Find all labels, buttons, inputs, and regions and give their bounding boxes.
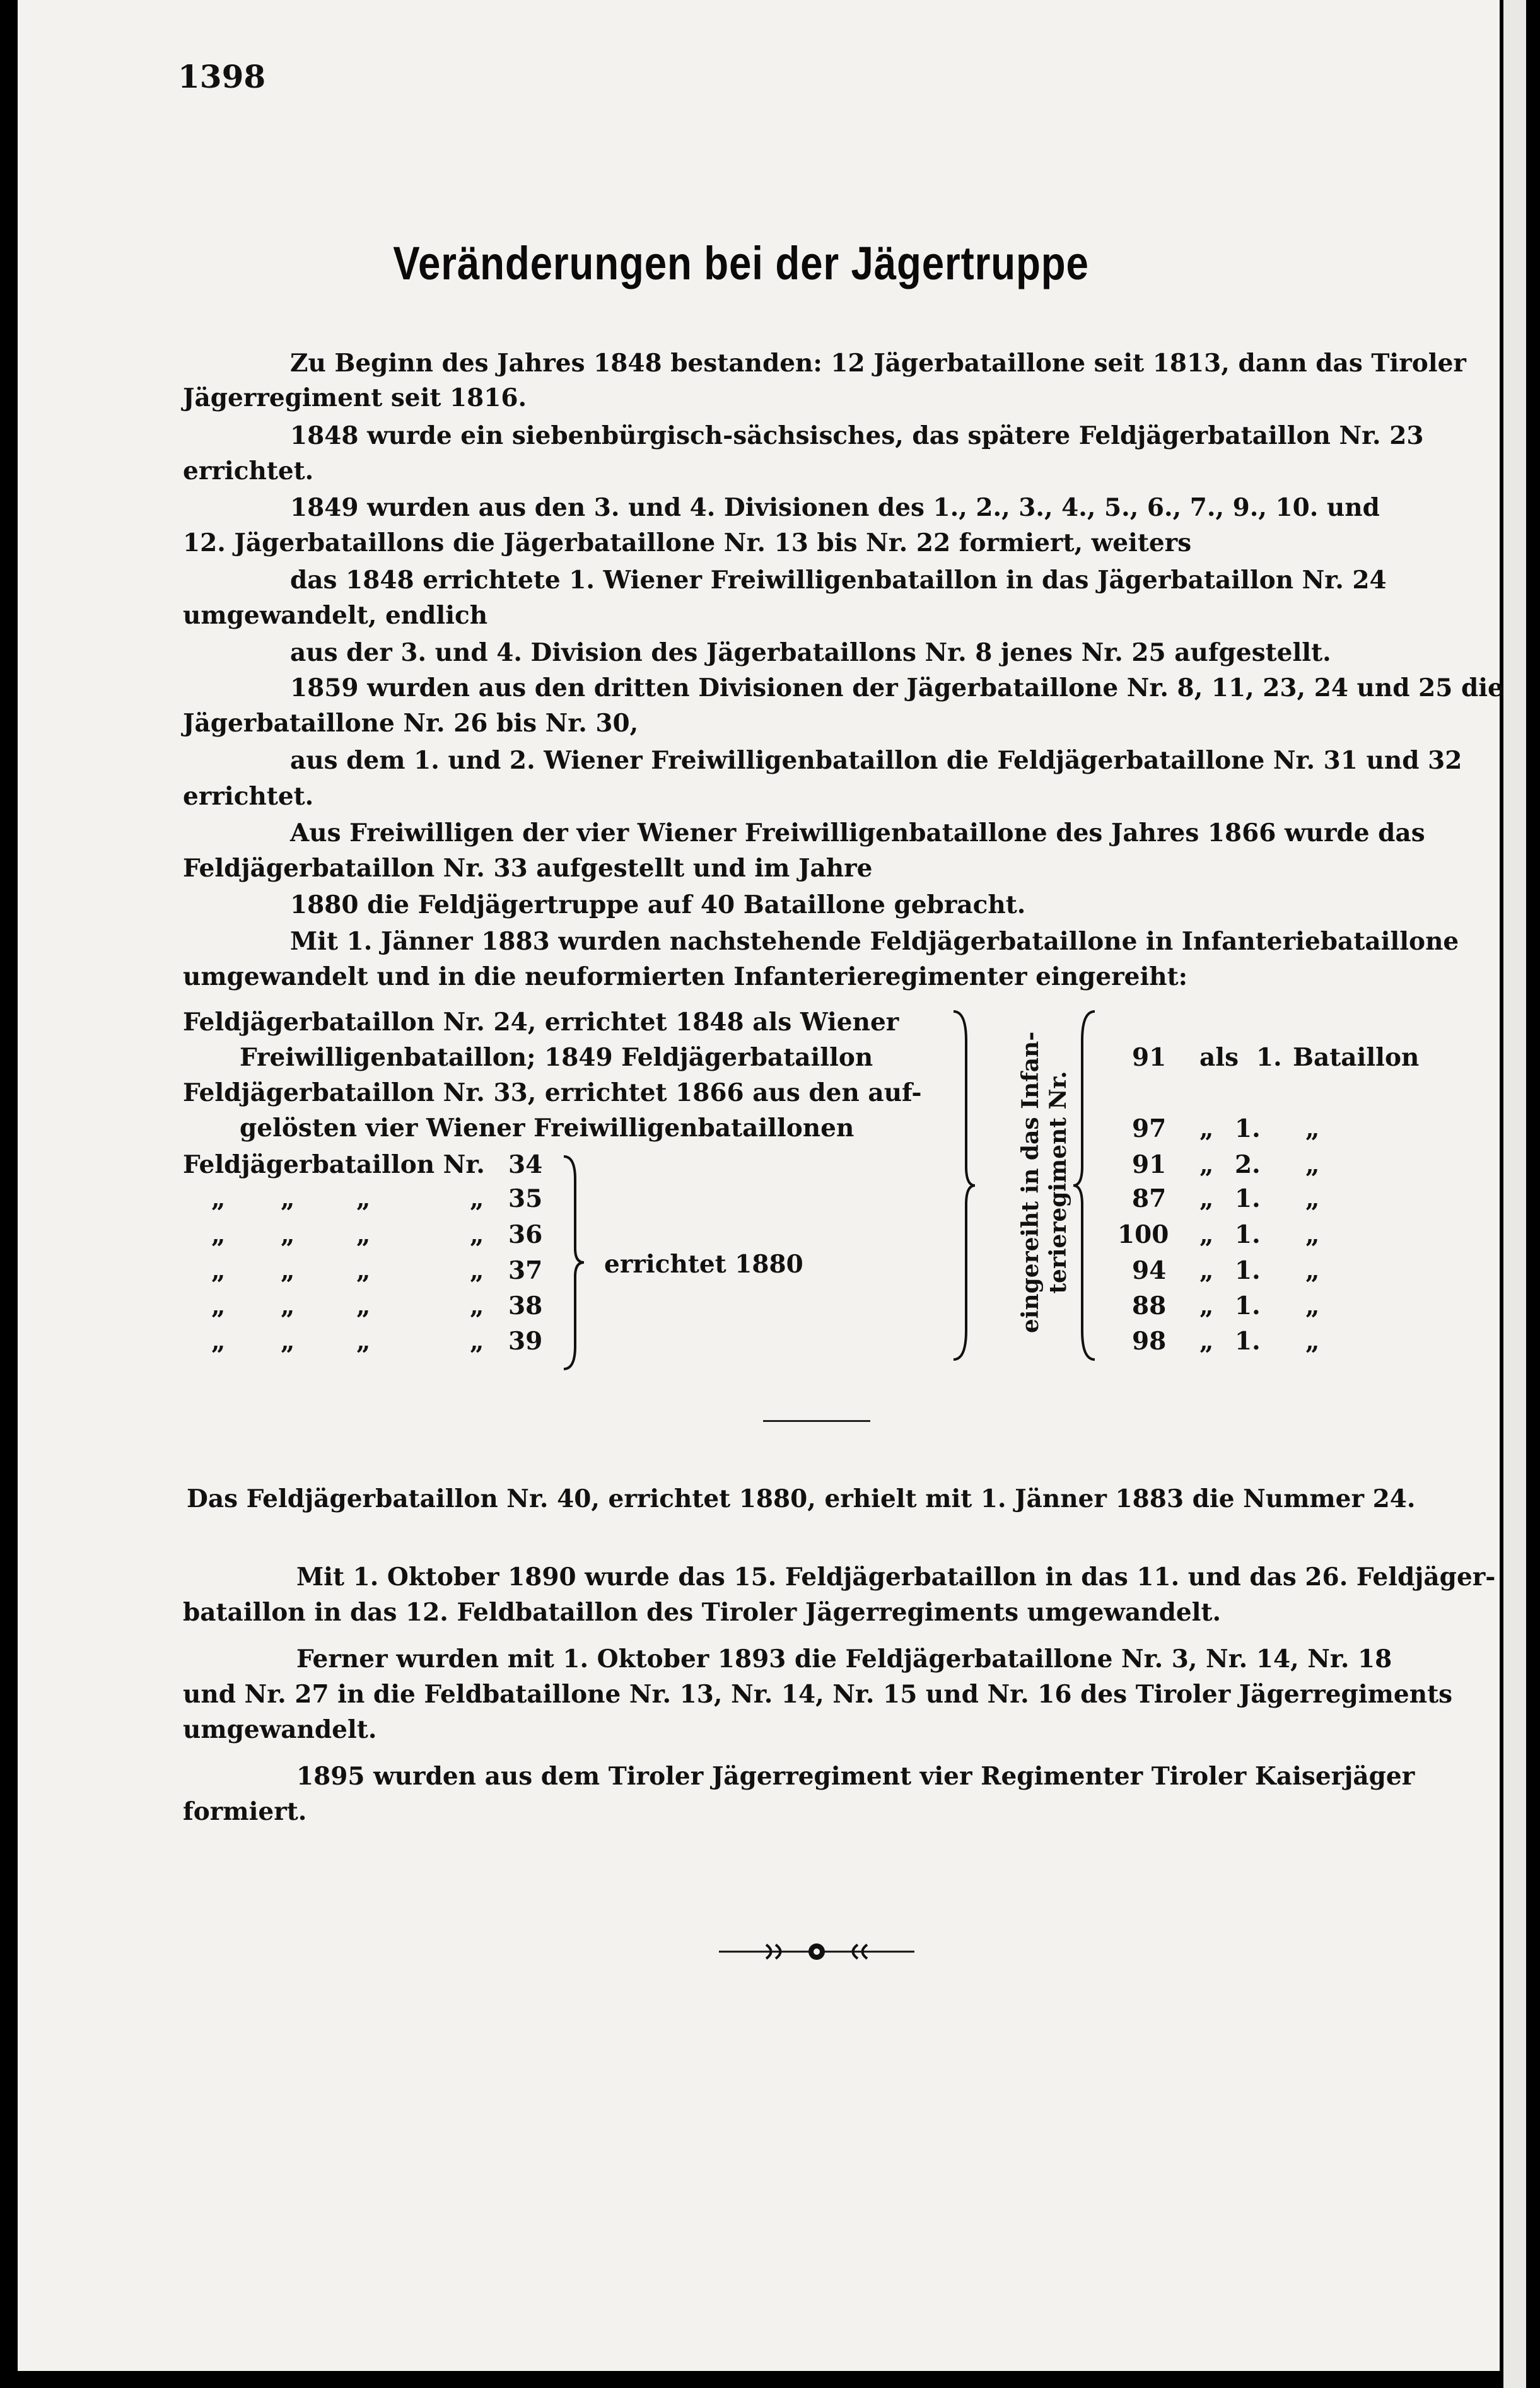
battalion-ordinal: 1. — [1235, 1327, 1261, 1356]
ditto-mark: „ — [1199, 1114, 1214, 1143]
regiment-number: 97 — [1132, 1114, 1167, 1143]
ditto-mark: „ — [356, 1256, 371, 1285]
para-line: Das Feldjägerbataillon Nr. 40, errichtet 1880, erhielt mit 1. Jänner 1883 die Nummer 24. — [187, 1484, 1416, 1513]
ditto-mark: „ — [1199, 1327, 1214, 1356]
para-line: 1849 wurden aus den 3. und 4. Divisionen des 1., 2., 3., 4., 5., 6., 7., 9., 10. und — [290, 493, 1380, 522]
para-line: formiert. — [183, 1797, 307, 1826]
regiment-number: 100 — [1117, 1220, 1169, 1249]
battalion-ordinal: 1. — [1235, 1184, 1261, 1213]
table-row-24-line1: Feldjägerbataillon Nr. 24, errichtet 1848 als Wiener — [183, 1008, 899, 1037]
para-line: Ferner wurden mit 1. Oktober 1893 die Feldjägerbataillone Nr. 3, Nr. 14, Nr. 18 — [296, 1645, 1392, 1674]
regiment-number: 91 — [1132, 1043, 1167, 1072]
ditto-mark: „ — [1305, 1150, 1320, 1179]
para-line: bataillon in das 12. Feldbataillon des Tiroler Jägerregiments umgewandelt. — [183, 1598, 1222, 1627]
brace-large-right — [1072, 1009, 1097, 1362]
errichtet-1880-label: errichtet 1880 — [604, 1250, 803, 1279]
ditto-mark: „ — [356, 1291, 371, 1320]
para-line: umgewandelt. — [183, 1715, 377, 1744]
para-line: Jägerbataillone Nr. 26 bis Nr. 30, — [183, 709, 639, 738]
regiment-number: 94 — [1132, 1256, 1167, 1285]
table-row-33-line2: gelösten vier Wiener Freiwilligenbataillonen — [240, 1114, 855, 1143]
battalion-ordinal: 1. — [1235, 1114, 1261, 1143]
ditto-mark: „ — [1199, 1184, 1214, 1213]
ditto-mark: „ — [1199, 1220, 1214, 1249]
para-line: 1895 wurden aus dem Tiroler Jägerregiment vier Regimenter Tiroler Kaiserjäger — [296, 1762, 1415, 1791]
para-line: 1880 die Feldjägertruppe auf 40 Bataillone gebracht. — [290, 890, 1026, 919]
battalion-number: 34 — [508, 1150, 543, 1179]
ditto-mark: „ — [281, 1256, 295, 1285]
battalion-number: 36 — [508, 1220, 543, 1249]
para-line: das 1848 errichtete 1. Wiener Freiwilligenbataillon in das Jägerbataillon Nr. 24 — [290, 566, 1387, 595]
para-line: umgewandelt und in die neuformierten Infanterieregimenter eingereiht: — [183, 962, 1188, 991]
table-row-33-line1: Feldjägerbataillon Nr. 33, errichtet 1866 aus den auf- — [183, 1078, 922, 1107]
ditto-mark: „ — [356, 1220, 371, 1249]
para-line: errichtet. — [183, 457, 314, 486]
ditto-mark: „ — [470, 1256, 484, 1285]
page-edge — [1503, 0, 1526, 2388]
para-line: 1859 wurden aus den dritten Divisionen der Jägerbataillone Nr. 8, 11, 23, 24 und 25 die — [290, 673, 1503, 702]
ditto-mark: „ — [1199, 1150, 1214, 1179]
vertical-label: eingereiht in das Infan- terieregiment Nr. — [1017, 1031, 1071, 1334]
ornament-divider — [713, 1936, 921, 1967]
battalion-number: 38 — [508, 1291, 543, 1320]
page-title: Veränderungen bei der Jägertruppe — [393, 237, 1089, 289]
ditto-mark: „ — [470, 1291, 484, 1320]
ditto-mark: „ — [281, 1291, 295, 1320]
bataillon-label: Bataillon — [1293, 1043, 1420, 1072]
regiment-number: 91 — [1132, 1150, 1167, 1179]
battalion-ordinal: 1. — [1235, 1256, 1261, 1285]
ditto-mark: „ — [1305, 1220, 1320, 1249]
battalion-number: 39 — [508, 1327, 543, 1356]
battalion-ordinal: 1. — [1235, 1291, 1261, 1320]
para-line: Zu Beginn des Jahres 1848 bestanden: 12 Jägerbataillone seit 1813, dann das Tiroler — [290, 349, 1466, 378]
ditto-mark: „ — [211, 1291, 226, 1320]
para-line: und Nr. 27 in die Feldbataillone Nr. 13, Nr. 14, Nr. 15 und Nr. 16 des Tiroler Jägerregiments — [183, 1680, 1453, 1709]
para-line: Feldjägerbataillon Nr. 33 aufgestellt und im Jahre — [183, 854, 873, 883]
ditto-mark: „ — [211, 1256, 226, 1285]
para-line: aus der 3. und 4. Division des Jägerbataillons Nr. 8 jenes Nr. 25 aufgestellt. — [290, 638, 1331, 667]
ditto-mark: „ — [211, 1184, 226, 1213]
ditto-mark: „ — [470, 1327, 484, 1356]
regiment-number: 87 — [1132, 1184, 1167, 1213]
ditto-mark: „ — [1305, 1114, 1320, 1143]
ditto-mark: „ — [281, 1184, 295, 1213]
para-line: errichtet. — [183, 782, 314, 811]
section-divider — [763, 1420, 870, 1422]
battalion-ordinal: 2. — [1235, 1150, 1261, 1179]
ditto-mark: „ — [1199, 1256, 1214, 1285]
ditto-mark: „ — [356, 1327, 371, 1356]
para-line: Jägerregiment seit 1816. — [183, 383, 527, 412]
para-line: 1848 wurde ein siebenbürgisch-sächsisches, das spätere Feldjägerbataillon Nr. 23 — [290, 421, 1424, 450]
ditto-mark: „ — [470, 1184, 484, 1213]
ditto-mark: „ — [1305, 1327, 1320, 1356]
para-line: Mit 1. Jänner 1883 wurden nachstehende Feldjägerbataillone in Infanteriebataillone — [290, 927, 1459, 956]
battalion-ordinal: 1. — [1235, 1220, 1261, 1249]
ditto-mark: „ — [1199, 1291, 1214, 1320]
para-line: aus dem 1. und 2. Wiener Freiwilligenbataillon die Feldjägerbataillone Nr. 31 und 32 — [290, 746, 1462, 775]
brace-large-left — [951, 1009, 976, 1362]
ditto-mark: „ — [1305, 1184, 1320, 1213]
regiment-number: 98 — [1132, 1327, 1167, 1356]
ditto-mark: „ — [470, 1220, 484, 1249]
ditto-mark: „ — [356, 1184, 371, 1213]
regiment-number: 88 — [1132, 1291, 1167, 1320]
page-number: 1398 — [178, 58, 266, 95]
ditto-mark: „ — [211, 1327, 226, 1356]
battalion-ordinal: 1. — [1256, 1043, 1282, 1072]
para-line: Aus Freiwilligen der vier Wiener Freiwilligenbataillone des Jahres 1866 wurde das — [290, 818, 1425, 847]
battalion-number: 37 — [508, 1256, 543, 1285]
para-line: 12. Jägerbataillons die Jägerbataillone Nr. 13 bis Nr. 22 formiert, weiters — [183, 528, 1192, 557]
para-line: umgewandelt, endlich — [183, 601, 488, 630]
table-row-label: Feldjägerbataillon Nr. — [183, 1150, 485, 1179]
ditto-mark: „ — [211, 1220, 226, 1249]
als-label: als — [1199, 1043, 1239, 1072]
battalion-number: 35 — [508, 1184, 543, 1213]
ditto-mark: „ — [1305, 1291, 1320, 1320]
table-row-24-line2: Freiwilligenbataillon; 1849 Feldjägerbataillon — [240, 1043, 873, 1072]
ditto-mark: „ — [281, 1220, 295, 1249]
para-line: Mit 1. Oktober 1890 wurde das 15. Feldjägerbataillon in das 11. und das 26. Feldjäger- — [296, 1563, 1496, 1592]
brace-small — [561, 1154, 586, 1372]
ditto-mark: „ — [281, 1327, 295, 1356]
ditto-mark: „ — [1305, 1256, 1320, 1285]
